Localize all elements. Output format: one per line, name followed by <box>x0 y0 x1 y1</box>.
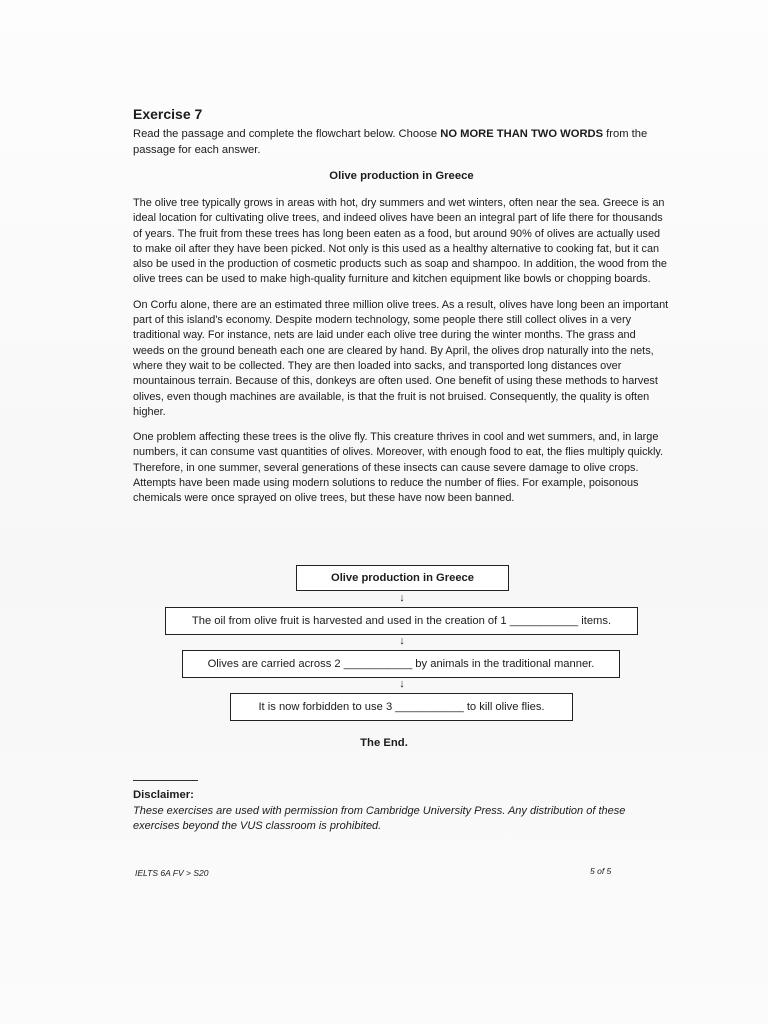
flowchart-step-3: It is now forbidden to use 3 ___________ to kill olive flies. <box>230 693 573 721</box>
footer-course-code: IELTS 6A FV > S20 <box>135 868 209 878</box>
flowchart-step-2: Olives are carried across 2 ___________ by animals in the traditional manner. <box>182 650 620 678</box>
passage-paragraph-3: One problem affecting these trees is the olive fly. This creature thrives in cool and wet summers, and, in large numbers, it can consume vast quantities of olives. Moreover, with enough food to eat, the flies multiply quickly. Therefore, in one summer, several generations of these insects can cause severe damage to olive crops. Attempts have been made using modern solutions to reduce the number of flies. For example, poisonous chemicals were once sprayed on olive trees, but these have now been banned. <box>133 431 664 505</box>
footer-page-number: 5 of 5 <box>590 866 612 876</box>
flowchart-arrow-1: ↓ <box>399 592 405 604</box>
exercise-content <box>133 106 670 517</box>
disclaimer-title: Disclaimer: <box>133 789 194 801</box>
disclaimer-divider <box>133 780 198 781</box>
instruction-word-limit: NO MORE THAN TWO WORDS <box>440 128 604 140</box>
flowchart-arrow-3: ↓ <box>399 678 405 690</box>
passage-paragraph-2: On Corfu alone, there are an estimated three million olive trees. As a result, olives have long been an important part of this island's economy. Despite modern technology, some people there still collect olives in a very traditional way. For instance, nets are laid under each olive tree during the winter months. The grass and weeds on the ground beneath each one are cleared by hand. By April, the olives drop naturally into the nets, where they wait to be collected. They are then loaded into sacks, and transported long distances over mountainous terrain. Because of this, donkeys are often used. One benefit of using these methods to harvest olives, even though machines are available, is that the fruit is not bruised. Consequently, the quality is often higher. <box>133 298 669 418</box>
the-end-label: The End. <box>360 737 408 749</box>
exercise-instruction <box>133 126 670 158</box>
passage-paragraph-1: The olive tree typically grows in areas with hot, dry summers and wet winters, often near the sea. Greece is an ideal location for cultivating olive trees, and indeed olives have been an integral part of life there for thousands of years. The fruit from these trees has long been eaten as a food, but around 90% of olives are actually used to make oil after they have been picked. Not only is this used as a healthy alternative to cooking fat, but it can also be used in the production of cosmetic products such as soap and shampoo. In addition, the wood from the olive trees can be used to make high-quality furniture and kitchen equipment like bowls or chopping boards. <box>133 197 667 286</box>
flowchart-header-box: Olive production in Greece <box>296 565 509 591</box>
instruction-text-end: from the passage for each answer. <box>133 128 648 156</box>
flowchart-arrow-2: ↓ <box>399 635 405 647</box>
instruction-text-start: Read the passage and complete the flowchart below. Choose <box>133 128 441 140</box>
disclaimer-text: These exercises are used with permission from Cambridge University Press. Any distribution of these exercises beyond the VUS classroom is prohibited. <box>133 805 626 832</box>
passage-title: Olive production in Greece <box>329 170 474 182</box>
flowchart-step-1: The oil from olive fruit is harvested and used in the creation of 1 ___________ items. <box>165 607 638 635</box>
exercise-title: Exercise 7 <box>133 106 203 122</box>
